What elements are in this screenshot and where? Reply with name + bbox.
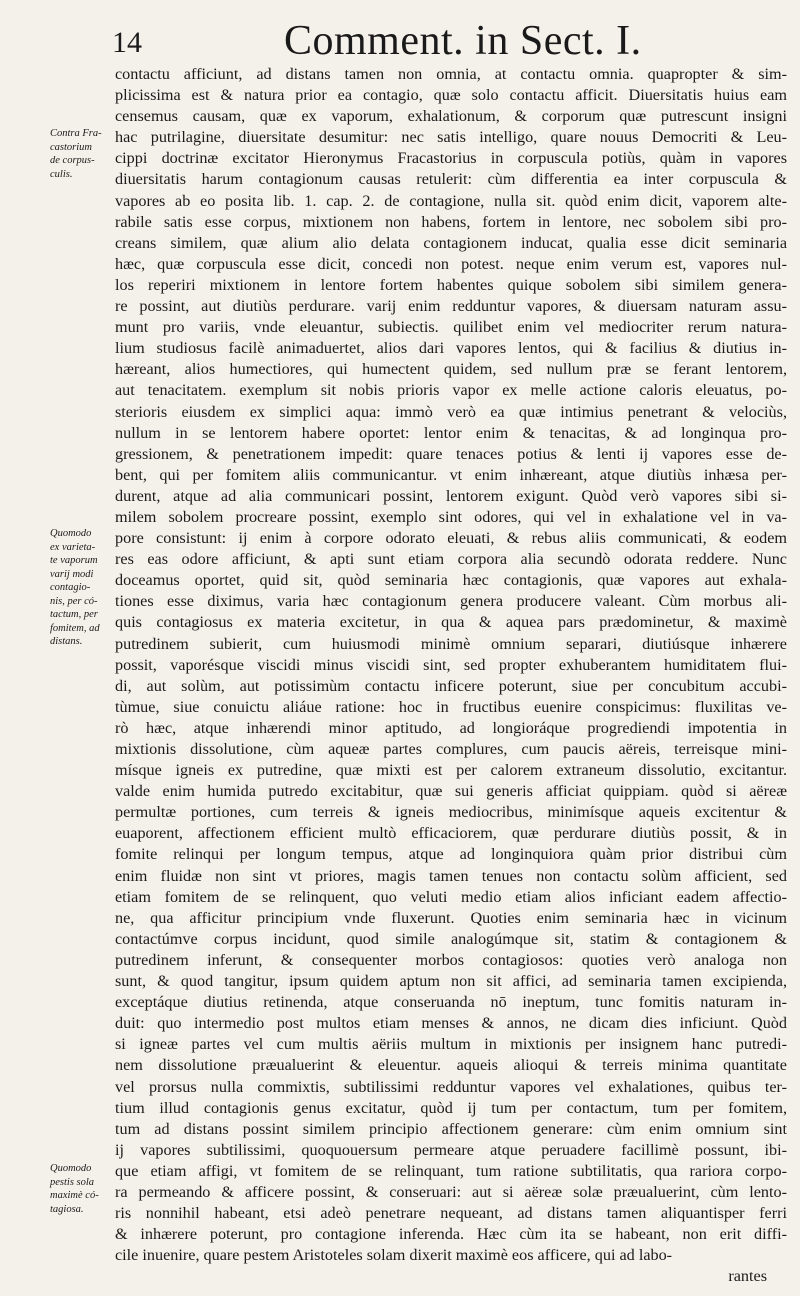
margin-note-line: nis, per có- — [50, 595, 98, 607]
text-line: ij vapores subtilissimi, quoquouersum permeare atque peruadere facillimè possunt, ibi- — [115, 1140, 787, 1159]
text-line: fomite relinqui per longum tempus, atque ad longinquiora quàm prior distribui cùm — [115, 845, 787, 864]
margin-note — [50, 127, 116, 181]
catchword: rantes — [728, 1267, 767, 1286]
text-line: res eas odore afficiunt, & apti sunt etiam corpora alia secundò odorata reddere. Nunc — [115, 550, 787, 569]
text-line: di, aut solùm, aut potissimùm contactu inficere poterunt, siue per concubitum accubi- — [115, 676, 787, 695]
text-line: gressionem, & penetrationem impedit: quare tenaces potius & lenti ij vapores esse de- — [115, 444, 787, 463]
text-line: permultæ portiones, cum terreis & igneis mediocribus, minimísque aqueis excitentur & — [115, 803, 787, 822]
margin-note-line: Quomodo — [50, 528, 92, 539]
text-line: rabile satis esse corpus, mixtionem non habens, fortem in lentore, nec sobolem sibi pro- — [115, 212, 787, 231]
text-line: re possint, aut diutiùs perdurare. varij enim redduntur vapores, & diuersam naturam assu- — [115, 297, 787, 316]
text-line: ris nonnihil habeant, etsi adeò penetrare nequeant, ad distans tamen aliquantisper ferri — [115, 1204, 787, 1223]
text-line: quis contagiosus ex materia excitetur, in qua & aquea pars prædominetur, & maximè — [115, 613, 787, 632]
margin-note-line: ex varieta- — [50, 541, 96, 553]
text-line: cippi doctrinæ excitator Hieronymus Fracastorius in corpuscula potiùs, quàm in vapores — [115, 149, 787, 168]
margin-note — [50, 527, 116, 649]
text-line: ra permeando & afficere possint, & conseruari: aut si aëreæ solæ præualuerint, cùm lento- — [115, 1182, 787, 1201]
text-line: hac putrilagine, diuersitate desumitur: nec satis intelligo, quare nouus Democriti & Leu- — [115, 128, 787, 147]
margin-note-line: tactum, per — [50, 609, 98, 620]
text-line: vel prorsus nulla commixtis, subtilissimi redduntur vapores vel exhalationes, quibus ter- — [115, 1077, 787, 1096]
text-line: contactu afficiunt, ad distans tamen non omnia, at contactu omnia. quapropter & sim- — [115, 65, 787, 83]
margin-note-line: de corpus- — [50, 155, 95, 166]
text-line: hæreant, alios humectiores, qui humectent quidem, sed nullum præ se ferant lentorem, — [115, 360, 787, 379]
text-line: tum ad distans possint similem principio affectionem generare: cùm enim omnium sint — [115, 1119, 787, 1138]
text-line: possit, vaporésque viscidi minus viscidi sint, sed propter exhuberantem humiditatem flui- — [115, 655, 787, 674]
text-line: vapores ab eo posita lib. 1. cap. 2. de contagione, nulla sit. quòd enim dicit, vaporem alte- — [115, 191, 787, 210]
margin-note — [50, 1162, 116, 1216]
text-line: diuersitatis harum contagionum causas retulerit: cùm differentia ea inter corpuscula & — [115, 170, 787, 189]
running-head: Comment. in Sect. I. — [284, 18, 642, 64]
text-line: duit: quo intermedio post multos etiam menses & annos, ne dicam dies inficiunt. Quòd — [115, 1014, 787, 1033]
text-line: aut tenacitatem. exemplum sit nobis prioris vapor ex melle actione caloris eleuatus, po- — [115, 381, 787, 400]
text-line: tùmue, siue conuictu aliáue ratione: hoc in fructibus euenire conspicimus: fluxilitas ve- — [115, 697, 787, 716]
text-line: nem dissolutione præualuerint & eleuentur. aqueis alioqui & terreis minima quantitate — [115, 1056, 787, 1075]
text-line: que etiam affigi, vt fomitem de se relinquant, tum ratione subtilitatis, qua rariora corpo- — [115, 1161, 787, 1180]
text-line: rò hæc, atque inhærendi minor aptitudo, ad longioráque progrediendi impotentia in — [115, 718, 787, 737]
text-line: lium studiosus facilè animaduertet, alios dari vapores lentos, qui & facilius & diutius in- — [115, 339, 787, 358]
margin-note-line: varij modi — [50, 568, 94, 580]
text-line: pore consistunt: ij enim à corpore odorato eleuati, & rebus aliis communicati, & eodem — [115, 529, 787, 548]
text-line: putredinem subierit, cum huiusmodi minimè omnium separari, diutiúsque inhærere — [115, 634, 787, 653]
text-line: contactúmve corpus incidunt, quod simile analogúmque sit, statim & contagionem & — [115, 929, 787, 948]
margin-note-line: pestis sola — [50, 1176, 95, 1188]
text-line: si igneæ partes vel cum multis aëriis multum in mixtionis per insignem hanc putredi- — [115, 1035, 787, 1054]
margin-note-line: culis. — [50, 168, 73, 180]
text-line: sunt, & quod tangitur, ipsum quidem aptum non sit affici, ad seminaria tamen excipienda, — [115, 972, 787, 991]
text-line: nullum in se lentorem habere oportet: lentor enim & tenacitas, & ad longinqua pro- — [115, 423, 787, 442]
text-line: durent, atque ad alia communicari possint, lentorem exigunt. Quòd verò vapores sibi si- — [115, 486, 787, 505]
margin-note-line: distans. — [50, 636, 83, 647]
text-line: creans similem, quæ alium alio delata contagionem inducat, qualia esse dicit seminaria — [115, 233, 787, 252]
text-line: censemus causam, quæ ex vaporum, exhalationum, & corporum quæ putrescunt insigni — [115, 107, 787, 126]
margin-note-line: maximè có- — [50, 1190, 99, 1201]
text-line: euaporent, affectionem efficient multò efficaciorem, quæ perdurare diutiùs possit, & in — [115, 824, 787, 843]
text-line: milem sobolem procreare possint, exemplo sint odores, qui vel in exhalatione vel in va- — [115, 507, 787, 526]
text-line: plicissima est & natura prior ea contagio, quæ solo contactu afficit. Diuersitatis huius eam — [115, 86, 787, 105]
text-line: putredinem inferunt, & consequenter morbos contagiosos: quoties verò analoga non — [115, 950, 787, 969]
margin-note-line: te vaporum — [50, 555, 98, 566]
text-line: ne, qua afficitur principium vnde fluxerunt. Quoties enim seminaria hæc in vicinum — [115, 908, 787, 927]
text-line: munt pro variis, vnde eleuantur, subiectis. quilibet enim vel mediocriter rerum natura- — [115, 318, 787, 337]
text-line: sterioris eiusdem ex simplici aqua: immò verò ea quæ intimius penetrant & velociùs, — [115, 402, 787, 421]
margin-note-line: Contra Fra- — [50, 128, 102, 139]
text-line: bent, qui per fomitem aliis communicantur. vt enim inhæreant, atque diutiùs inhæsa per- — [115, 465, 787, 484]
text-line: etiam fomitem de se relinquent, quo veluti medio etiam alios inficiant eadem affectio- — [115, 887, 787, 906]
text-line: cile inuenire, quare pestem Aristoteles solam dixerit maximè eos afficere, qui ad labo- — [115, 1246, 673, 1265]
page-header — [112, 14, 772, 64]
margin-note-line: tagiosa. — [50, 1203, 84, 1215]
text-line: mísque igneis ex putredine, quæ mixti est per calorem extraneum dissolutio, excitantur. — [115, 761, 787, 780]
margin-note-line: Quomodo — [50, 1163, 92, 1174]
text-line: & inhærere poterunt, pro contagione inferenda. Hæc cùm ita se habeant, non erit diffi- — [115, 1225, 787, 1244]
text-line: tiones esse diximus, varia hæc contagionum genera producere valeant. Cùm morbus ali- — [115, 592, 787, 611]
text-line: doceamus oportet, quid sit, quòd seminaria hæc contagionis, quæ vapores aut exhala- — [115, 571, 787, 590]
text-line: los reperiri mixtionem in lentore fortem habentes quique sobolem sibi similem genera- — [115, 275, 787, 294]
text-line: hæc, quæ corpuscula esse dicit, concedi non potest. neque enim verum est, vapores nul- — [115, 254, 787, 273]
body-text — [115, 64, 787, 1287]
text-line: enim fluidæ non sint vt priores, magis tamen tenues non contactu solùm afficient, sed — [115, 866, 787, 885]
text-line: exceptáque diutius retinenda, atque conseruanda nō ineptum, tunc fomitis naturam in- — [115, 993, 787, 1012]
margin-note-line: fomitem, ad — [50, 622, 100, 634]
text-line: valde enim humida putredo excitabitur, quæ sui generis afficiat quippiam. quòd si aëreæ — [115, 782, 787, 801]
text-line: mixtionis dissolutione, cùm aqueæ partes complures, cum paucis aëreis, terreisque mini- — [115, 740, 787, 758]
page-number: 14 — [112, 26, 142, 59]
margin-note-line: castorium — [50, 141, 92, 153]
margin-note-line: contagio- — [50, 582, 91, 593]
text-line: tium illud contagionis genus excitatur, quòd ij tum per contactum, tum per fomitem, — [115, 1098, 787, 1117]
